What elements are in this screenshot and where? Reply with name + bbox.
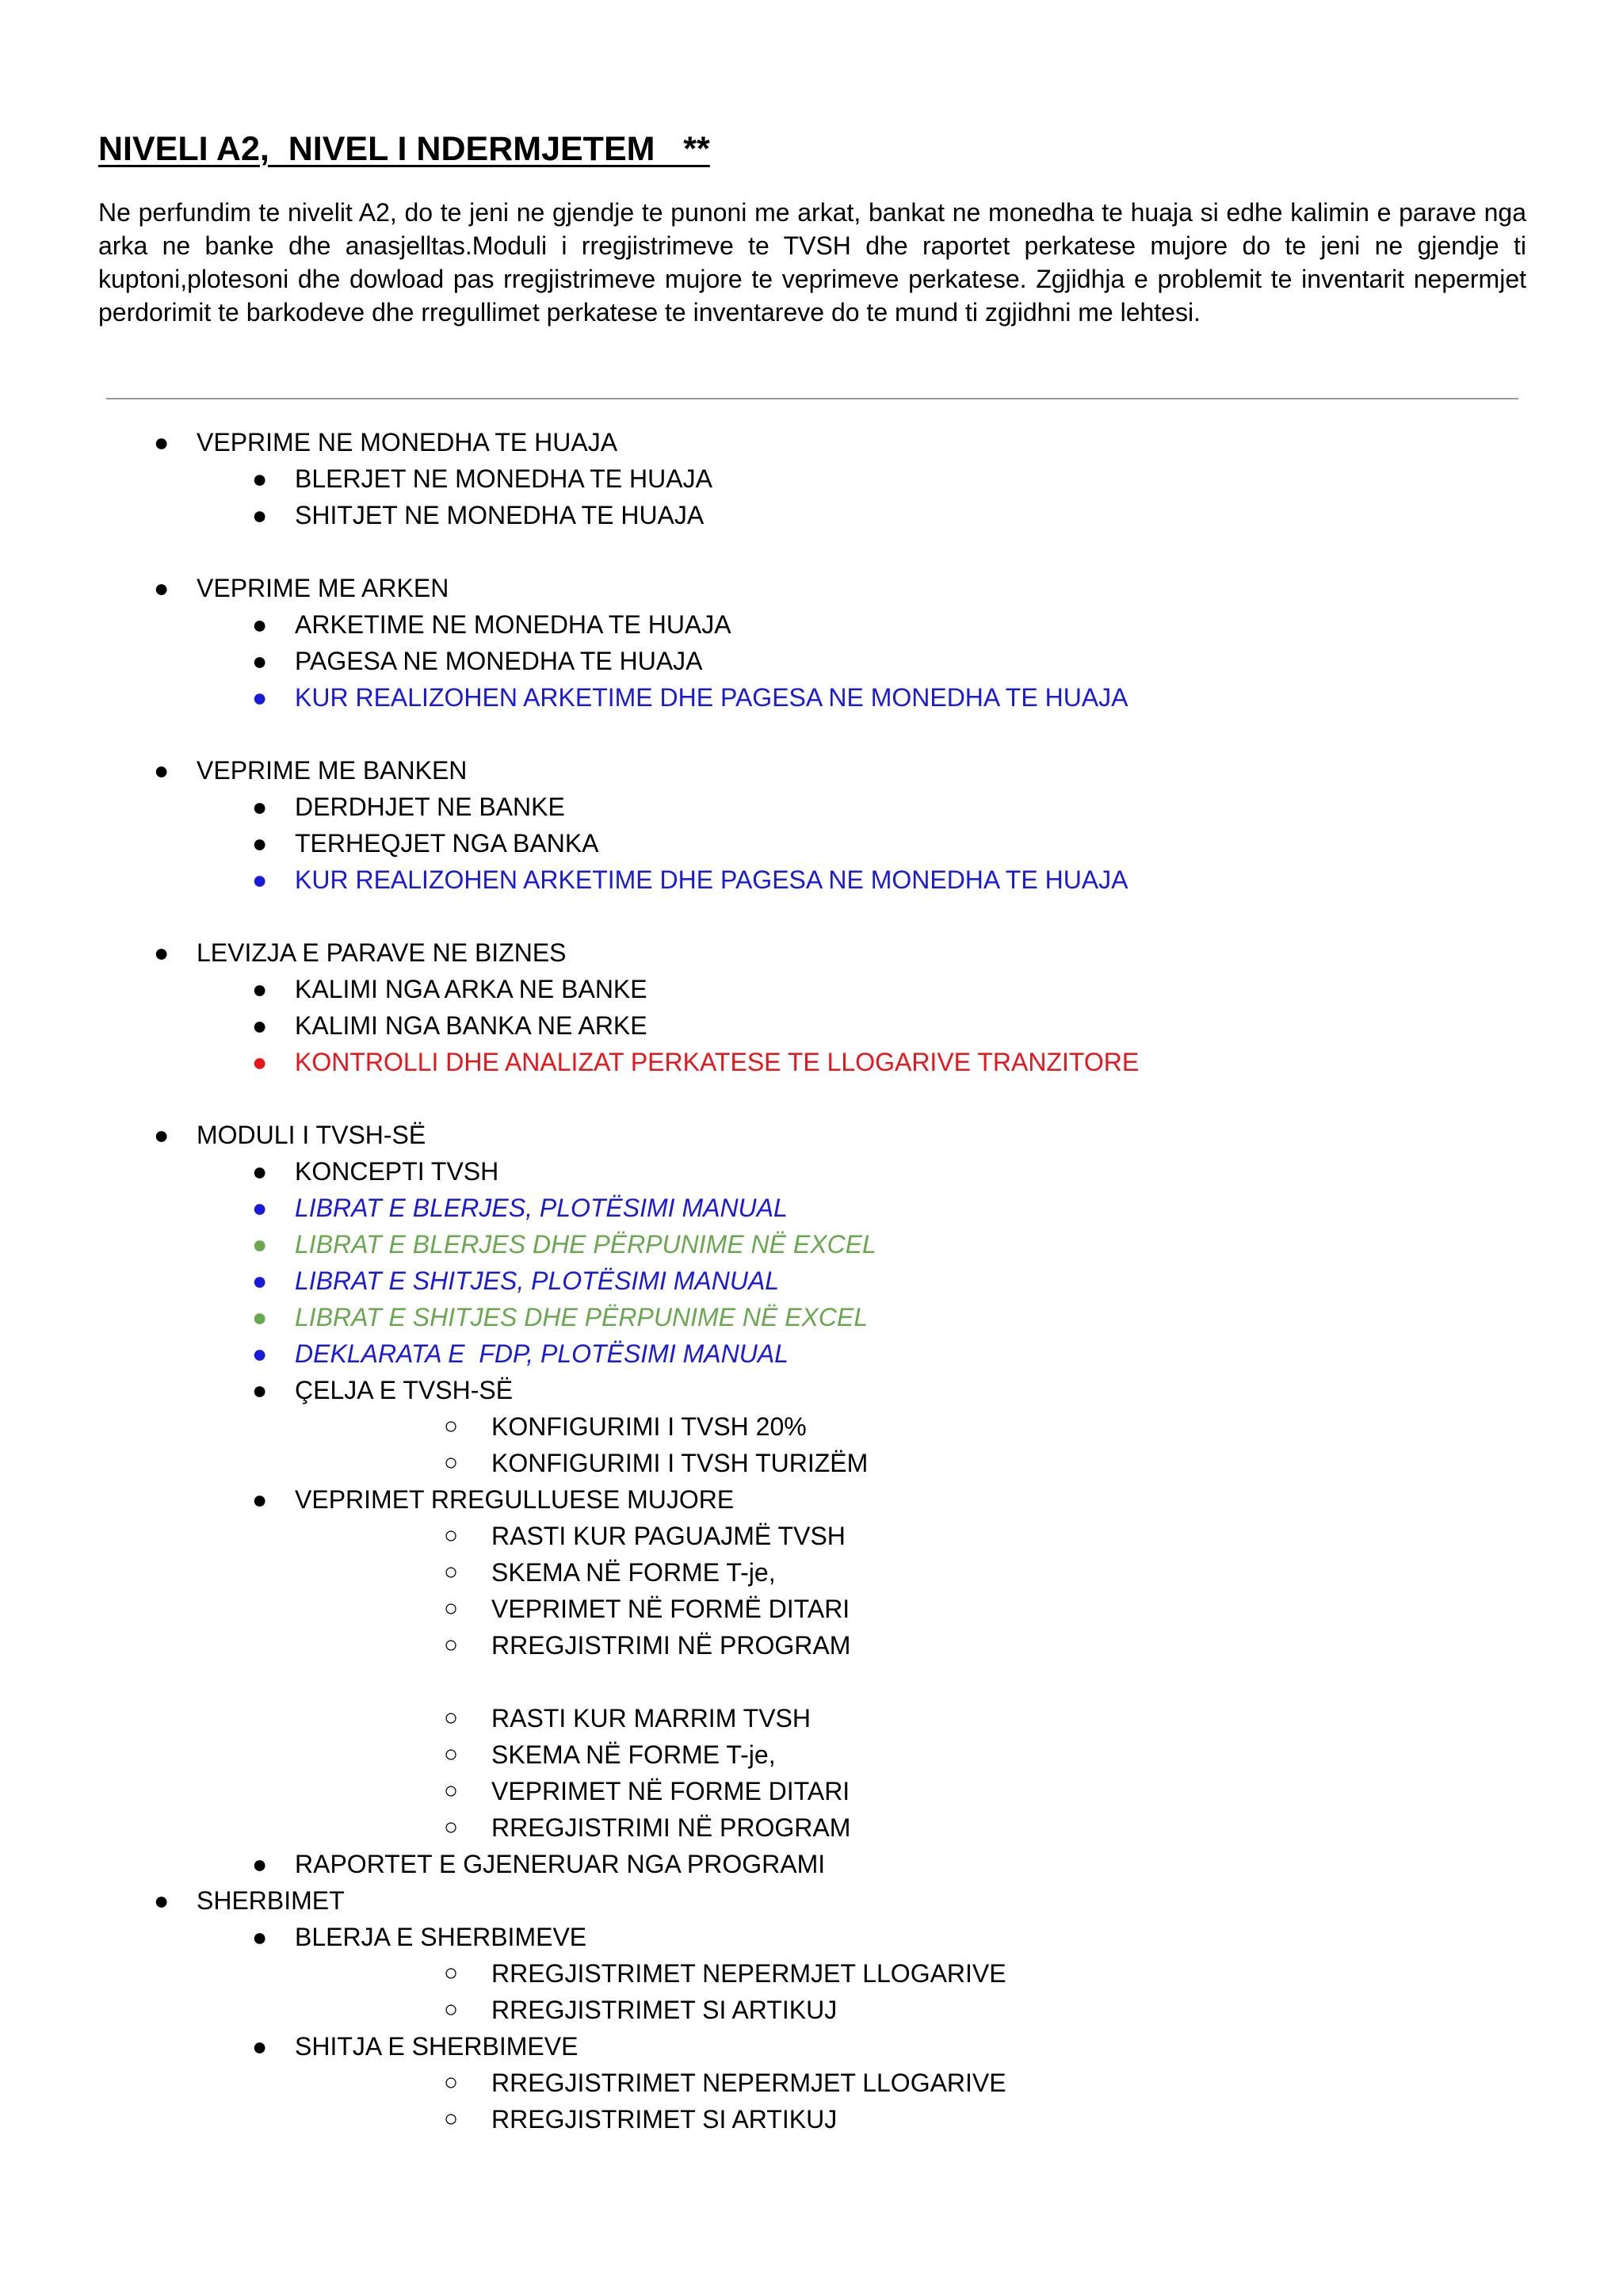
outline-item-level-3 [444, 1700, 811, 1736]
outline-item-level-2 [252, 1226, 876, 1263]
hollow-bullet-icon: ○ [444, 1413, 459, 1439]
outline-item-text: SKEMA NË FORME T-je, [491, 1558, 776, 1587]
hollow-bullet-icon: ○ [444, 1632, 459, 1658]
outline-item-level-1 [154, 752, 468, 789]
outline-item-level-3 [444, 2065, 1006, 2101]
outline-item-text: VEPRIME NE MONEDHA TE HUAJA [197, 428, 618, 457]
filled-bullet-icon: ● [252, 1011, 268, 1040]
outline-item-text: SHITJA E SHERBIMEVE [295, 2032, 579, 2061]
outline-item-level-2 [252, 789, 565, 825]
outline-item-level-3 [444, 1408, 807, 1445]
outline-item-level-3 [444, 1773, 850, 1809]
outline-item-level-2 [252, 1263, 780, 1299]
outline-item-text: RREGJISTRIMET SI ARTIKUJ [491, 1996, 838, 2024]
outline-item-text: SHERBIMET [197, 1886, 345, 1915]
outline-item-text: RASTI KUR PAGUAJMË TVSH [491, 1522, 846, 1550]
filled-bullet-icon: ● [252, 1850, 268, 1878]
outline-item-text: RREGJISTRIMET SI ARTIKUJ [491, 2105, 838, 2134]
outline-item-text: DEKLARATA E FDP, PLOTËSIMI MANUAL [295, 1339, 789, 1368]
outline-item-text: RREGJISTRIMET NEPERMJET LLOGARIVE [491, 1959, 1006, 1988]
filled-bullet-icon: ● [154, 1121, 170, 1149]
outline-item-level-2 [252, 971, 647, 1007]
outline-item-text: SKEMA NË FORME T-je, [491, 1740, 776, 1769]
hollow-bullet-icon: ○ [444, 1450, 459, 1476]
outline-item-level-3 [444, 1591, 850, 1627]
filled-bullet-icon: ● [154, 756, 170, 785]
outline-item-level-3 [444, 1627, 851, 1664]
filled-bullet-icon: ● [252, 464, 268, 493]
horizontal-divider [106, 398, 1518, 399]
intro-paragraph: Ne perfundim te nivelit A2, do te jeni ne gjendje te punoni me arkat, bankat ne monedha te huaja si edhe kalimin e parave nga arka ne banke dhe anasjelltas.Moduli i rregjistrimeve te TVSH dhe raportet perkatese mujore do te jeni ne gjendje ti kuptoni,plotesoni dhe dowload pas rregjistrimeve mujore te veprimeve perkatese. Zgjidhja e problemit te inventarit nepermjet perdorimit te barkodeve dhe rregullimet perkatese te inventareve do te mund ti zgjidhni me lehtesi. [98, 198, 1526, 327]
outline-item-level-2 [252, 1919, 587, 1955]
outline-item-text: SHITJET NE MONEDHA TE HUAJA [295, 501, 705, 529]
filled-bullet-icon: ● [252, 2032, 268, 2061]
filled-bullet-icon: ● [252, 1194, 268, 1222]
outline-item-text: KALIMI NGA ARKA NE BANKE [295, 975, 647, 1003]
outline-item-text: LEVIZJA E PARAVE NE BIZNES [197, 938, 567, 967]
filled-bullet-icon: ● [252, 1157, 268, 1186]
filled-bullet-icon: ● [252, 829, 268, 858]
outline-item-level-2 [252, 1372, 514, 1408]
filled-bullet-icon: ● [154, 938, 170, 967]
filled-bullet-icon: ● [252, 610, 268, 639]
outline-item-level-2 [252, 1335, 789, 1372]
outline-item-level-1 [154, 1882, 345, 1919]
outline-item-level-2 [252, 1153, 499, 1190]
outline-item-level-2 [252, 497, 705, 533]
outline-item-text: MODULI I TVSH-SË [197, 1121, 426, 1149]
hollow-bullet-icon: ○ [444, 1705, 459, 1731]
filled-bullet-icon: ● [252, 683, 268, 712]
page-title: NIVELI A2, NIVEL I NDERMJETEM ** [98, 130, 710, 168]
outline-item-level-3 [444, 1992, 838, 2028]
outline-item-level-2 [252, 643, 703, 679]
outline-item-level-2 [252, 1190, 788, 1226]
outline-item-level-1 [154, 934, 567, 971]
outline-item-text: RASTI KUR MARRIM TVSH [491, 1704, 811, 1733]
outline-item-level-1 [154, 570, 449, 606]
outline-item-text: LIBRAT E SHITJES, PLOTËSIMI MANUAL [295, 1266, 780, 1295]
outline-item-text: BLERJA E SHERBIMEVE [295, 1923, 587, 1951]
outline-item-text: KUR REALIZOHEN ARKETIME DHE PAGESA NE MONEDHA TE HUAJA [295, 683, 1128, 712]
filled-bullet-icon: ● [252, 1923, 268, 1951]
outline-item-level-3 [444, 1445, 869, 1481]
outline-item-level-2 [252, 1299, 869, 1335]
filled-bullet-icon: ● [252, 1339, 268, 1368]
hollow-bullet-icon: ○ [444, 1522, 459, 1549]
hollow-bullet-icon: ○ [444, 2106, 459, 2132]
outline-item-level-2 [252, 861, 1128, 898]
filled-bullet-icon: ● [252, 1266, 268, 1295]
outline-item-text: VEPRIME ME BANKEN [197, 756, 468, 785]
filled-bullet-icon: ● [252, 1048, 268, 1076]
outline-item-text: VEPRIMET NË FORMË DITARI [491, 1595, 850, 1623]
outline-item-level-3 [444, 1518, 846, 1554]
hollow-bullet-icon: ○ [444, 1741, 459, 1767]
filled-bullet-icon: ● [252, 975, 268, 1003]
filled-bullet-icon: ● [252, 501, 268, 529]
outline-item-text: ARKETIME NE MONEDHA TE HUAJA [295, 610, 731, 639]
filled-bullet-icon: ● [252, 793, 268, 821]
outline-item-level-3 [444, 1955, 1006, 1992]
filled-bullet-icon: ● [154, 428, 170, 457]
outline-item-text: RREGJISTRIMET NEPERMJET LLOGARIVE [491, 2069, 1006, 2097]
outline-item-text: KUR REALIZOHEN ARKETIME DHE PAGESA NE MONEDHA TE HUAJA [295, 865, 1128, 894]
filled-bullet-icon: ● [252, 1376, 268, 1404]
hollow-bullet-icon: ○ [444, 1996, 459, 2023]
outline-item-level-2 [252, 460, 712, 497]
outline-item-level-1 [154, 424, 618, 460]
outline-item-text: BLERJET NE MONEDHA TE HUAJA [295, 464, 712, 493]
outline-item-text: TERHEQJET NGA BANKA [295, 829, 599, 858]
outline-item-level-2 [252, 1481, 735, 1518]
outline-item-text: KONFIGURIMI I TVSH TURIZËM [491, 1449, 869, 1477]
hollow-bullet-icon: ○ [444, 1595, 459, 1622]
outline-item-level-2 [252, 679, 1128, 716]
outline-item-level-2 [252, 2028, 579, 2065]
outline-item-level-3 [444, 1554, 776, 1591]
outline-item-text: DERDHJET NE BANKE [295, 793, 565, 821]
outline-item-text: PAGESA NE MONEDHA TE HUAJA [295, 647, 703, 675]
filled-bullet-icon: ● [252, 1303, 268, 1331]
outline-item-text: LIBRAT E SHITJES DHE PËRPUNIME NË EXCEL [295, 1303, 869, 1331]
hollow-bullet-icon: ○ [444, 1814, 459, 1840]
outline-item-level-3 [444, 2101, 838, 2137]
filled-bullet-icon: ● [252, 865, 268, 894]
outline-item-text: LIBRAT E BLERJES, PLOTËSIMI MANUAL [295, 1194, 788, 1222]
outline-item-text: ÇELJA E TVSH-SË [295, 1376, 514, 1404]
outline-item-text: VEPRIMET NË FORME DITARI [491, 1777, 850, 1805]
filled-bullet-icon: ● [154, 1886, 170, 1915]
outline-item-text: KONCEPTI TVSH [295, 1157, 499, 1186]
hollow-bullet-icon: ○ [444, 1778, 459, 1804]
outline-item-text: KONFIGURIMI I TVSH 20% [491, 1412, 807, 1441]
outline-item-text: RREGJISTRIMI NË PROGRAM [491, 1813, 851, 1842]
hollow-bullet-icon: ○ [444, 1960, 459, 1986]
outline-item-level-1 [154, 1117, 426, 1153]
outline-item-text: VEPRIME ME ARKEN [197, 574, 449, 602]
outline-item-text: KALIMI NGA BANKA NE ARKE [295, 1011, 647, 1040]
outline-item-text: VEPRIMET RREGULLUESE MUJORE [295, 1485, 735, 1514]
outline-item-level-2 [252, 606, 731, 643]
hollow-bullet-icon: ○ [444, 2069, 459, 2095]
filled-bullet-icon: ● [154, 574, 170, 602]
outline-item-text: RREGJISTRIMI NË PROGRAM [491, 1631, 851, 1660]
outline-item-text: LIBRAT E BLERJES DHE PËRPUNIME NË EXCEL [295, 1230, 876, 1259]
outline-item-text: KONTROLLI DHE ANALIZAT PERKATESE TE LLOGARIVE TRANZITORE [295, 1048, 1140, 1076]
outline-item-level-2 [252, 1044, 1140, 1080]
outline-item-level-3 [444, 1736, 776, 1773]
outline-item-level-3 [444, 1809, 851, 1846]
filled-bullet-icon: ● [252, 1485, 268, 1514]
outline-item-level-2 [252, 1007, 647, 1044]
filled-bullet-icon: ● [252, 1230, 268, 1259]
outline-item-text: RAPORTET E GJENERUAR NGA PROGRAMI [295, 1850, 826, 1878]
hollow-bullet-icon: ○ [444, 1559, 459, 1585]
outline-item-level-2 [252, 825, 599, 861]
filled-bullet-icon: ● [252, 647, 268, 675]
outline-item-level-2 [252, 1846, 826, 1882]
